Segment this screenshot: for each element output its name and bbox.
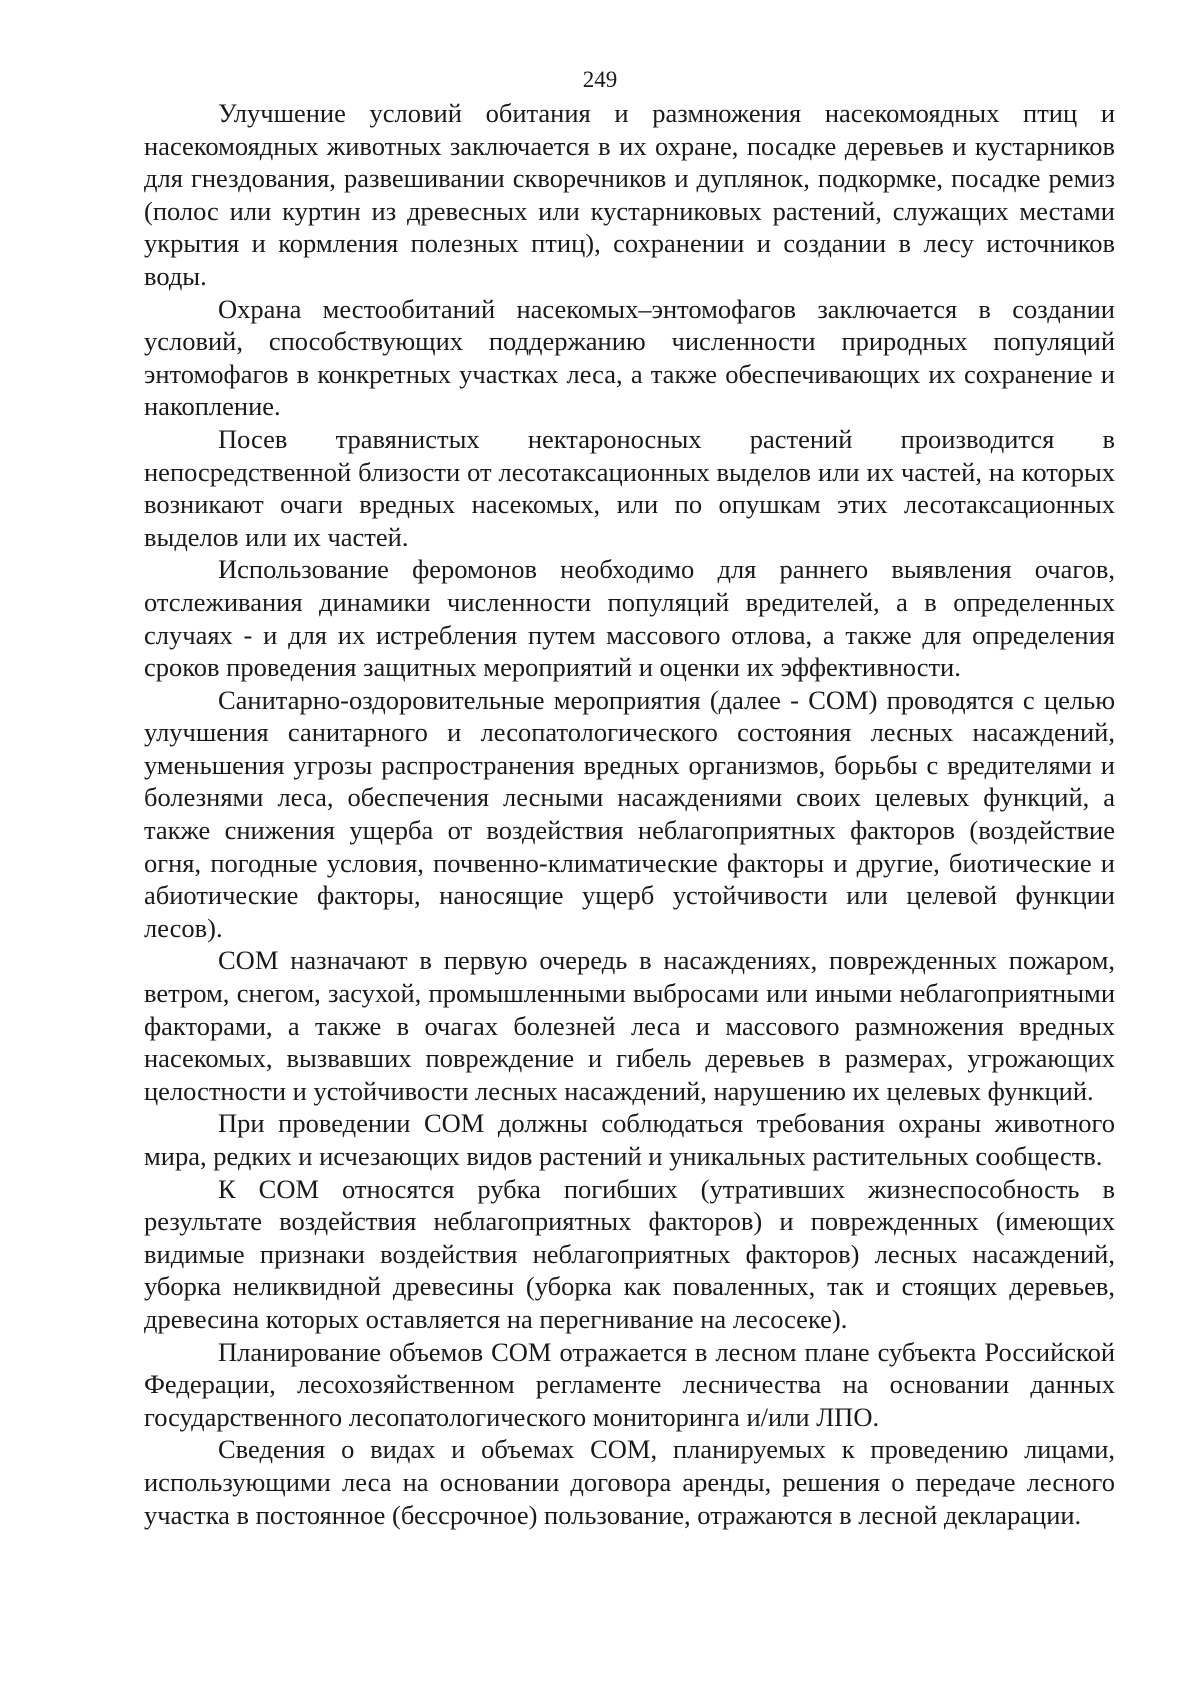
paragraph-pheromones: Использование феромонов необходимо для раннего выявления очагов, отслеживания динамики численности популяций вредителей, а в определенных случаях - и для их истребления путем массового отлова, а также для определения сроков проведения защитных мероприятий и оценки их эффективности. bbox=[144, 554, 1115, 683]
paragraph-sanitary-measures: Санитарно-оздоровительные мероприятия (далее - СОМ) проводятся с целью улучшения санитарного и лесопатологического состояния лесных насаждений, уменьшения угрозы распространения вредных организмов, борьбы с вредителями и болезнями леса, обеспечения лесными насаждениями своих целевых функций, а также снижения ущерба от воздействия неблагоприятных факторов (воздействие огня, погодные условия, почвенно-климатические факторы и другие, биотические и абиотические факторы, наносящие ущерб устойчивости или целевой функции лесов). bbox=[144, 684, 1115, 943]
paragraph-bird-habitat: Улучшение условий обитания и размножения насекомоядных птиц и насекомоядных животных заключается в их охране, посадке деревьев и кустарников для гнездования, развешивании скворечников и дуплянок, подкормке, посадке ремиз (полос или куртин из древесных или кустарниковых растений, служащих местами укрытия и кормления полезных птиц), сохранении и создании в лесу источников воды. bbox=[144, 98, 1115, 291]
body-text bbox=[144, 97, 1115, 1531]
paragraph-som-planning: Планирование объемов СОМ отражается в лесном плане субъекта Российской Федерации, лесохозяйственном регламенте лесничества на основании данных государственного лесопатологического мониторинга и/или ЛПО. bbox=[144, 1336, 1115, 1432]
paragraph-wildlife-requirements: При проведении СОМ должны соблюдаться требования охраны животного мира, редких и исчезающих видов растений и уникальных растительных сообществ. bbox=[144, 1108, 1115, 1171]
page-number: 249 bbox=[582, 67, 618, 92]
paragraph-som-assignment: СОМ назначают в первую очередь в насаждениях, поврежденных пожаром, ветром, снегом, засухой, промышленными выбросами или иными неблагоприятными факторами, а также в очагах болезней леса и массового размножения вредных насекомых, вызвавших повреждение и гибель деревьев в размерах, угрожающих целостности и устойчивости лесных насаждений, нарушению их целевых функций. bbox=[144, 945, 1115, 1106]
paragraph-nectar-plants: Посев травянистых нектароносных растений производится в непосредственной близости от лесотаксационных выделов или их частей, на которых возникают очаги вредных насекомых, или по опушкам этих лесотаксационных выделов или их частей. bbox=[144, 423, 1115, 552]
paragraph-entomophage-protection: Охрана местообитаний насекомых–энтомофагов заключается в создании условий, способствующих поддержанию численности природных популяций энтомофагов в конкретных участках леса, а также обеспечивающих их сохранение и накопление. bbox=[144, 293, 1115, 422]
paragraph-som-includes: К СОМ относятся рубка погибших (утративших жизнеспособность в результате воздействия неблагоприятных факторов) и поврежденных (имеющих видимые признаки воздействия неблагоприятных факторов) лесных насаждений, уборка неликвидной древесины (уборка как поваленных, так и стоящих деревьев, древесина которых оставляется на перегнивание на лесосеке). bbox=[144, 1173, 1115, 1334]
paragraph-som-declaration: Сведения о видах и объемах СОМ, планируемых к проведению лицами, использующими леса на основании договора аренды, решения о передаче лесного участка в постоянное (бессрочное) пользование, отражаются в лесной декларации. bbox=[144, 1434, 1115, 1530]
